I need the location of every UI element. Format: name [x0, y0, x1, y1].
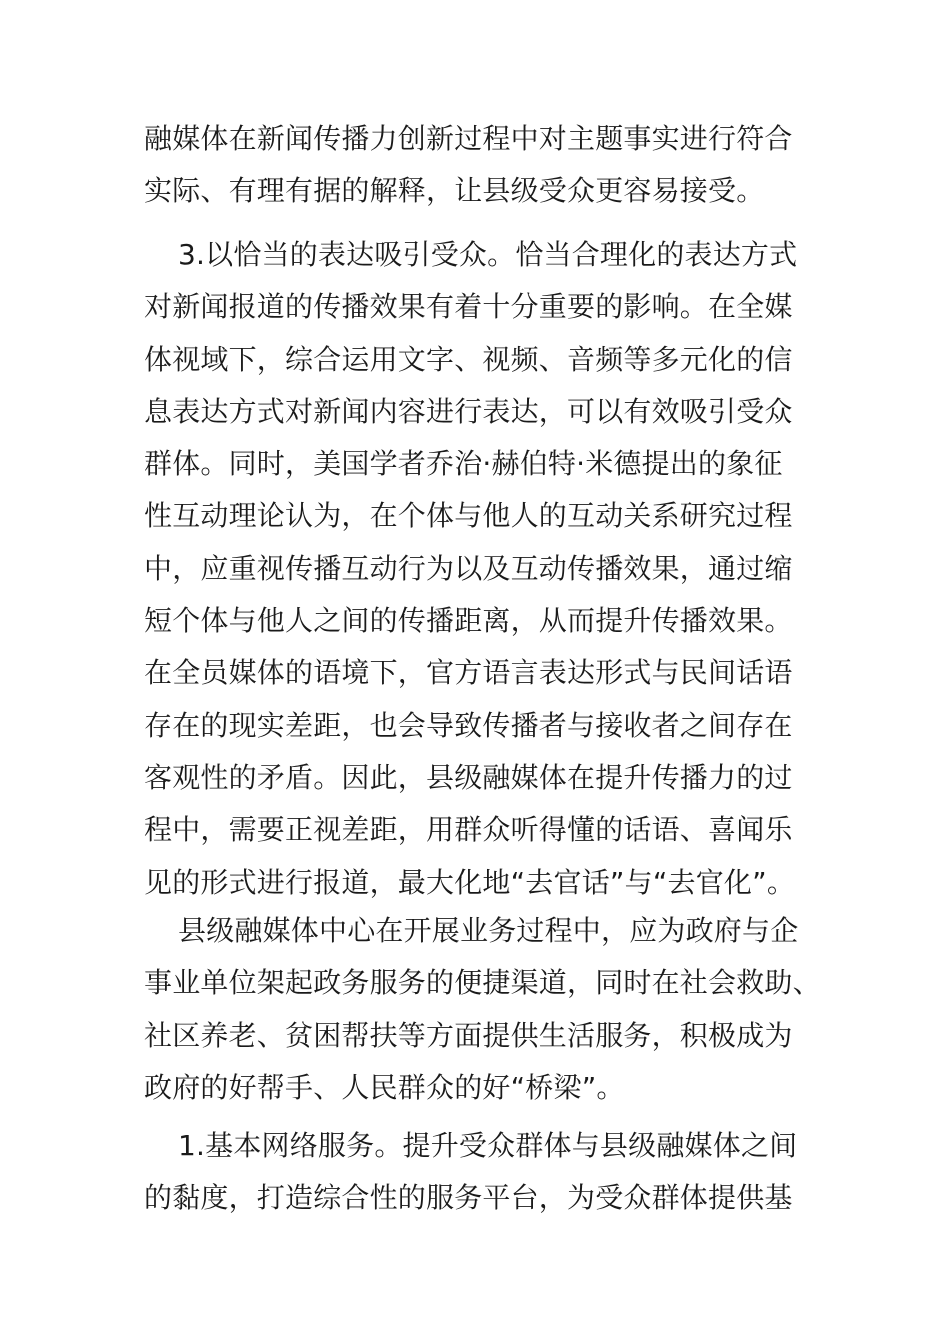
text-line: 对新闻报道的传播效果有着十分重要的影响。在全媒	[144, 290, 793, 324]
text-line: 客观性的矛盾。因此，县级融媒体在提升传播力的过	[144, 760, 793, 794]
text-line: 融媒体在新闻传播力创新过程中对主题事实进行符合	[144, 122, 793, 155]
text-line: 在全员媒体的语境下，官方语言表达形式与民间话语	[144, 656, 793, 690]
text-line: 息表达方式对新闻内容进行表达，可以有效吸引受众	[144, 394, 793, 428]
paragraph-1	[144, 113, 812, 218]
text-line: 3.以恰当的表达吸引受众。恰当合理化的表达方式	[178, 238, 798, 271]
text-line: 政府的好帮手、人民群众的好“桥梁”。	[144, 1070, 625, 1104]
text-line: 短个体与他人之间的传播距离，从而提升传播效果。	[144, 604, 793, 638]
text-line: 性互动理论认为，在个体与他人的互动关系研究过程	[144, 499, 793, 533]
text-line: 实际、有理有据的解释，让县级受众更容易接受。	[144, 174, 765, 208]
text-line: 体视域下，综合运用文字、视频、音频等多元化的信	[144, 342, 793, 376]
paragraph-2	[144, 229, 812, 909]
text-line: 社区养老、贫困帮扶等方面提供生活服务，积极成为	[144, 1018, 793, 1052]
text-line: 的黏度，打造综合性的服务平台，为受众群体提供基	[144, 1181, 793, 1215]
text-line: 中，应重视传播互动行为以及互动传播效果，通过缩	[144, 551, 793, 585]
paragraph-4	[144, 1120, 812, 1225]
text-line: 事业单位架起政务服务的便捷渠道，同时在社会救助、	[144, 966, 821, 1000]
text-line: 程中，需要正视差距，用群众听得懂的话语、喜闻乐	[144, 813, 793, 847]
text-line: 见的形式进行报道，最大化地“去官话”与“去官化”。	[144, 865, 796, 899]
text-line: 群体。同时，美国学者乔治·赫伯特·米德提出的象征	[144, 447, 783, 481]
text-line: 县级融媒体中心在开展业务过程中，应为政府与企	[178, 914, 799, 947]
text-line: 存在的现实差距，也会导致传播者与接收者之间存在	[144, 708, 793, 742]
paragraph-3	[144, 905, 821, 1114]
text-line: 1.基本网络服务。提升受众群体与县级融媒体之间	[178, 1129, 798, 1162]
